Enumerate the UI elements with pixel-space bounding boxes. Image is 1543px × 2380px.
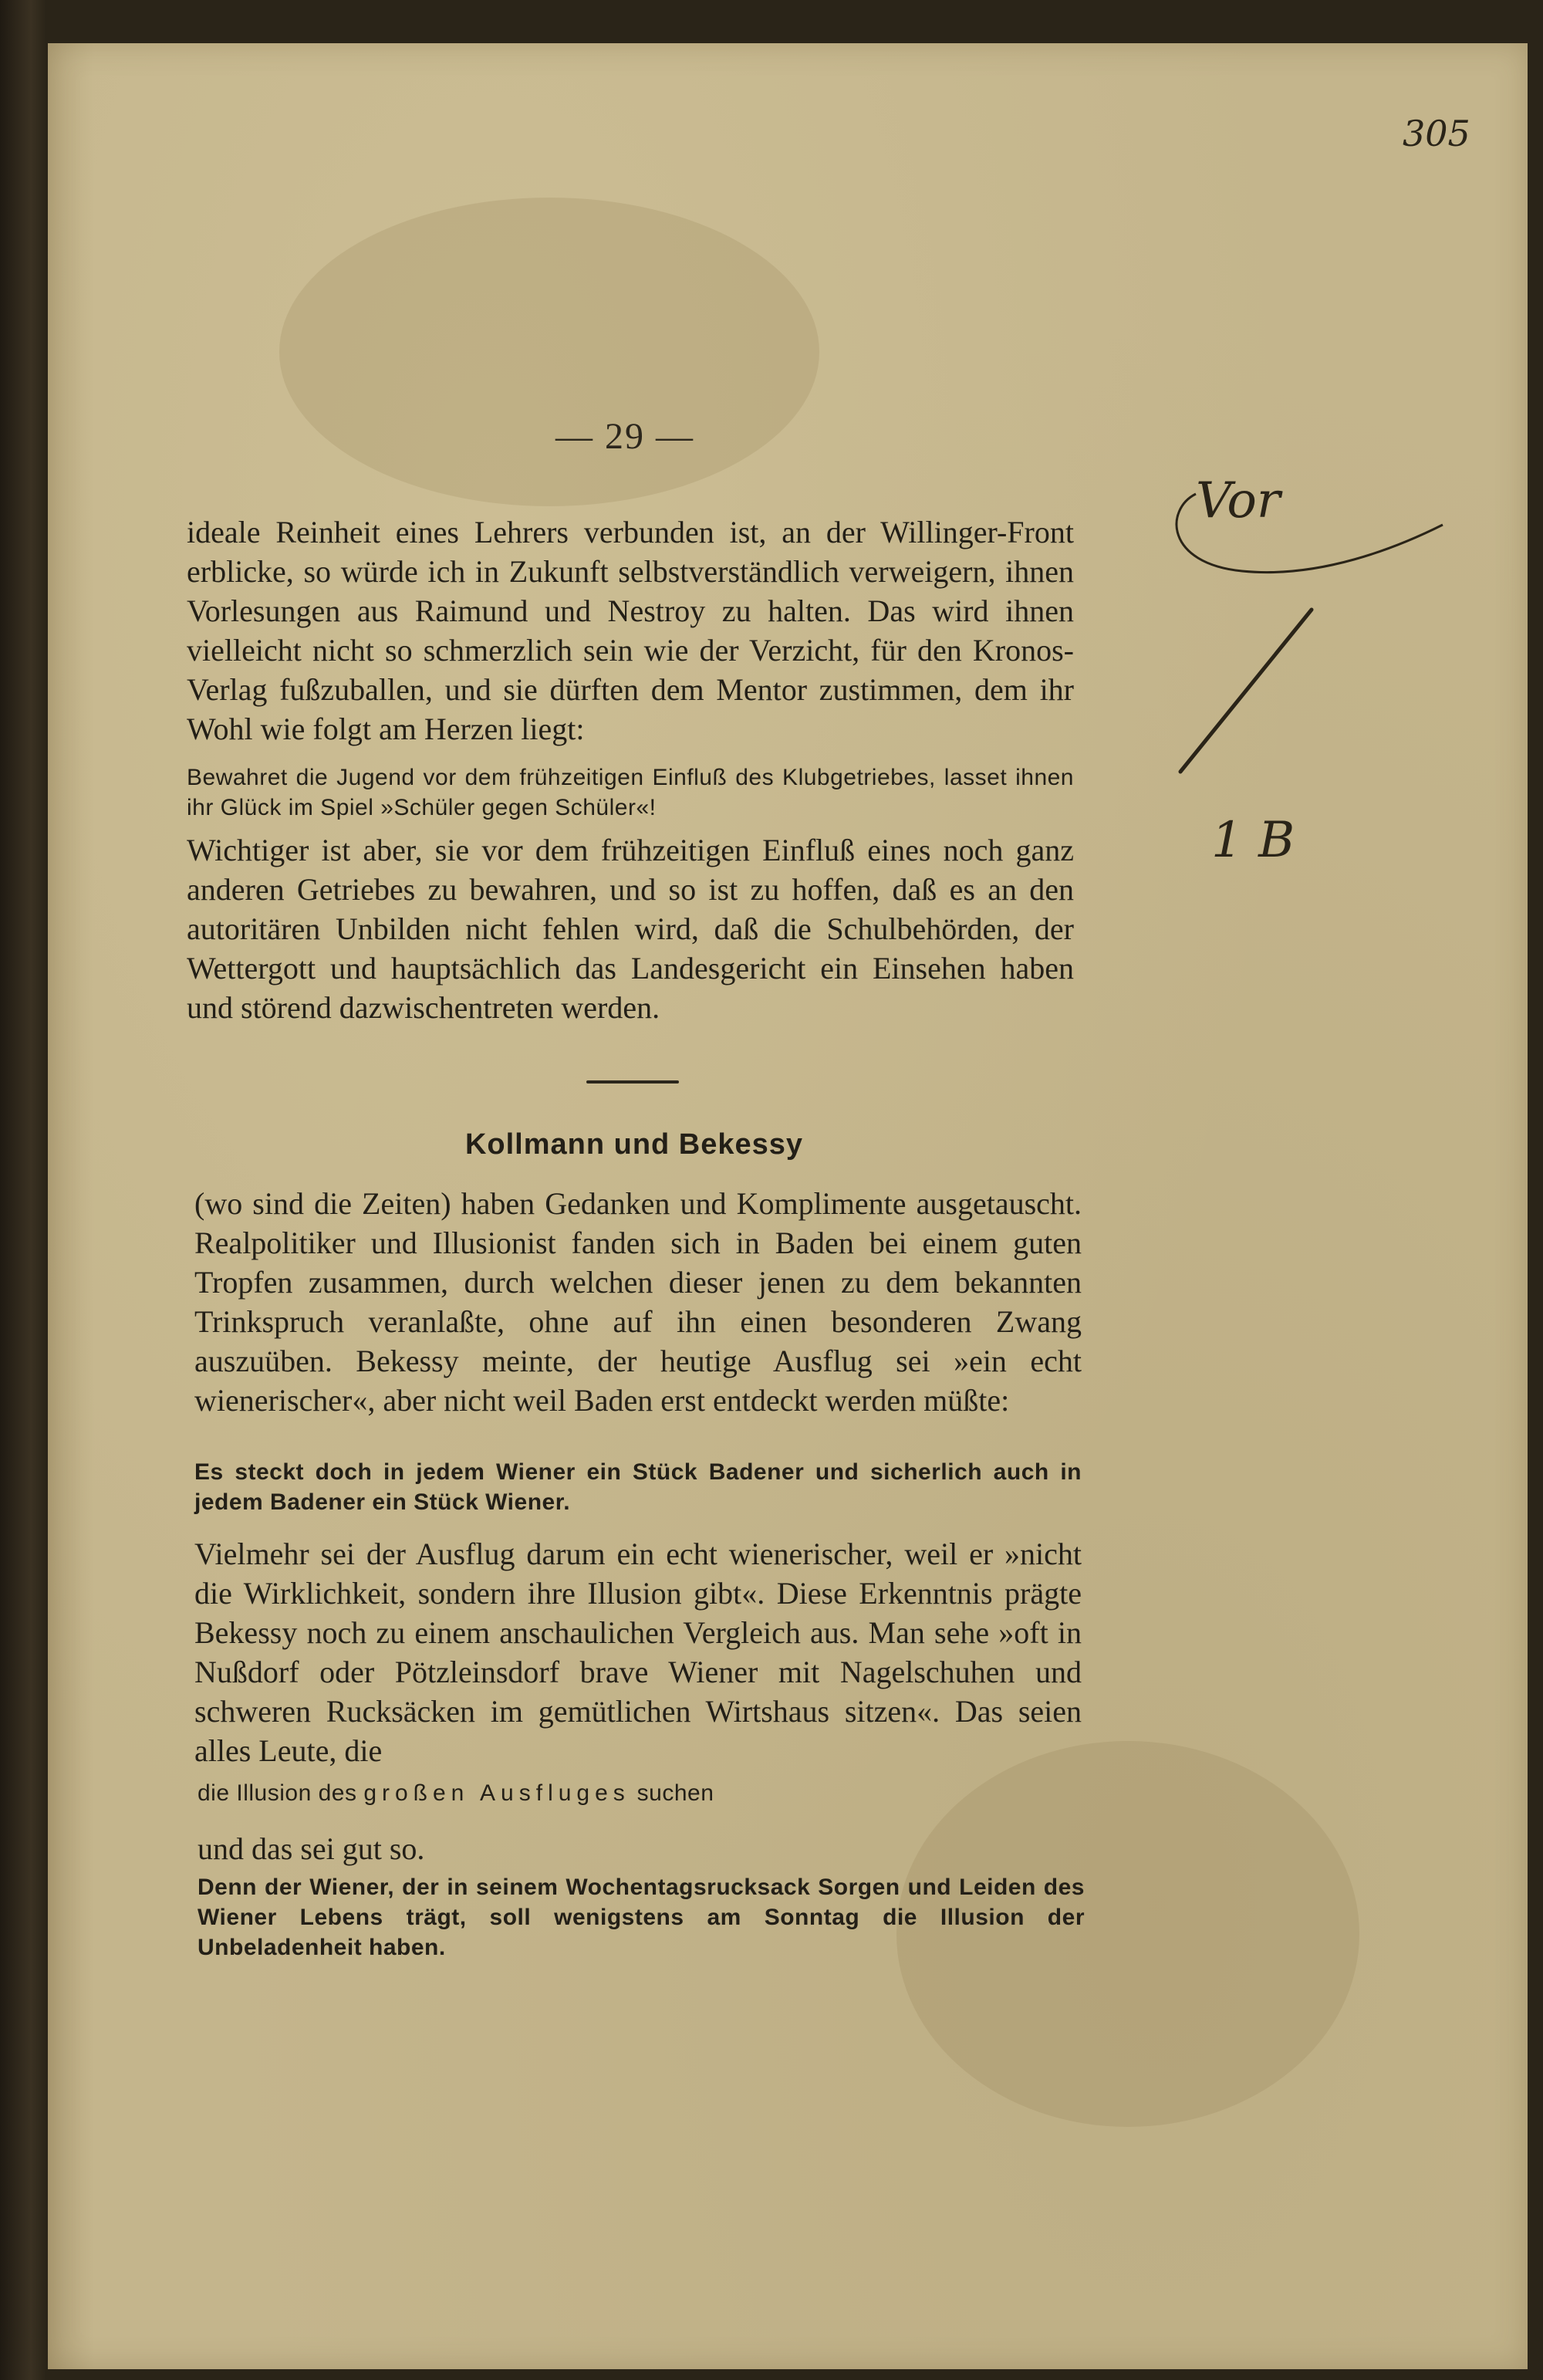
- paragraph-3: (wo sind die Zeiten) haben Gedanken und Komplimente ausgetauscht. Realpolitiker und Illusionist fanden sich in Baden bei einem guten Tropfen zusammen, durch welchen dieser jenen zu dem bekannten Trinkspruch veranlaßte, ohne auf ihn einen besonderen Zwang auszuüben. Bekessy meinte, der heutige Ausflug sei »ein echt wienerischer«, aber nicht weil Baden erst entdeckt werden müßte:: [194, 1186, 1082, 1418]
- paragraph-2: Wichtiger ist aber, sie vor dem frühzeitigen Einfluß eines noch ganz anderen Getriebes zu bewahren, und so ist zu hoffen, daß es an den autoritären Unbilden nicht fehlen wird, daß die Schulbehörden, der Wettergott und hauptsächlich das Landesgericht ein Einsehen haben und störend dazwischentreten werden.: [187, 833, 1074, 1025]
- paragraph-1: ideale Reinheit eines Lehrers verbunden ist, an der Willinger-Front erblicke, so würde ich in Zukunft selbstverständlich verweigern, ihnen Vorlesungen aus Raimund und Nestroy zu halten. Das wird ihnen vielleicht nicht so schmerzlich sein wie der Verzicht, für den Kronos-Verlag fußzuballen, und sie dürften dem Mentor zustimmen, dem ihr Wohl wie folgt am Herzen liegt:: [187, 515, 1074, 746]
- quote-4: Denn der Wiener, der in seinem Wochentagsrucksack Sorgen und Leiden des Wiener Lebens trägt, soll wenigstens am Sonntag die Illusion der Unbeladenheit haben.: [198, 1875, 1085, 1960]
- annotation-top-text: Vor: [1196, 472, 1281, 529]
- section-heading: Kollmann und Bekessy: [464, 1128, 804, 1161]
- handwritten-annotation: [1150, 448, 1458, 884]
- section-divider: [586, 1080, 679, 1084]
- paragraph-5: und das sei gut so.: [198, 1831, 425, 1866]
- quote-3-spaced: großen Ausfluges: [363, 1780, 630, 1806]
- paper-stain: [279, 198, 819, 506]
- quote-2: Es steckt doch in jedem Wiener ein Stück Badener und sicherlich auch in jedem Badener ein Stück Wiener.: [194, 1459, 1082, 1515]
- quote-3-prefix: die Illusion des: [198, 1780, 357, 1806]
- quote-3: [198, 1778, 1085, 1808]
- quote-1: Bewahret die Jugend vor dem frühzeitigen Einfluß des Klubgetriebes, lasset ihnen ihr Glück im Spiel »Schüler gegen Schüler«!: [187, 765, 1074, 820]
- handwritten-annotation-drawing: [1150, 448, 1458, 880]
- folio-number: 305: [1403, 113, 1470, 154]
- page-number: — 29 —: [555, 416, 694, 457]
- annotation-bottom-text: 1 B: [1211, 812, 1295, 869]
- quote-3-suffix: suchen: [636, 1780, 714, 1806]
- paragraph-4: Vielmehr sei der Ausflug darum ein echt wienerischer, weil er »nicht die Wirklichkeit, sondern ihre Illusion gibt«. Diese Erkenntnis prägte Bekessy noch zu einem anschaulichen Vergleich aus. Man sehe »oft in Nußdorf oder Pötzleinsdorf brave Wiener mit Nagelschuhen und schweren Rucksäcken im gemütlichen Wirtshaus sitzen«. Das seien alles Leute, die: [194, 1537, 1082, 1768]
